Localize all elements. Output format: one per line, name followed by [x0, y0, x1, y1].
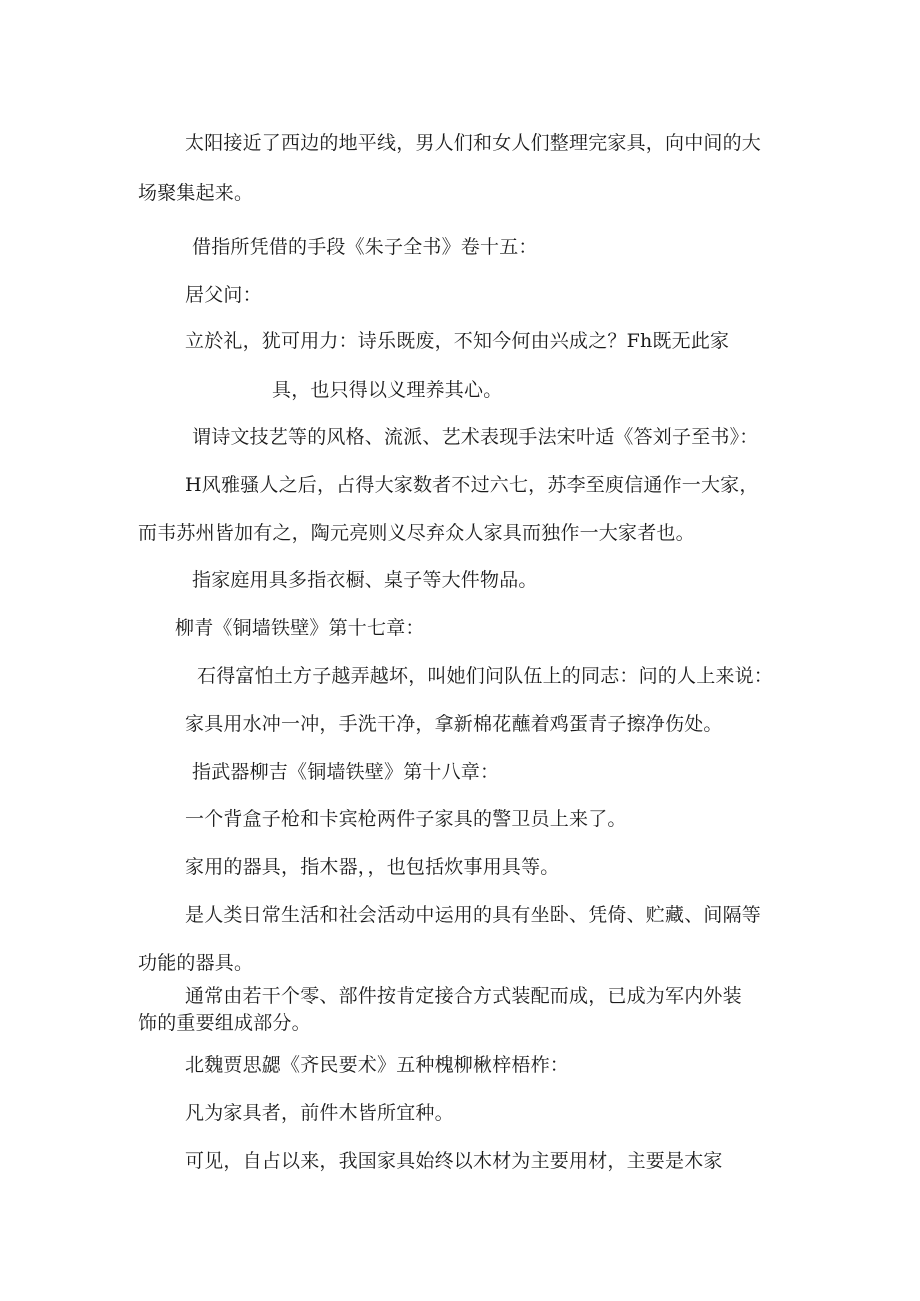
- text-line: 凡为家具者，前件木皆所宜种。: [185, 1102, 454, 1124]
- text-line: 具，也只得以义理养其心。: [272, 379, 503, 401]
- text-line: 而韦苏州皆加有之，陶元亮则义尽弃众人家具而独作一大家者也。: [138, 522, 695, 544]
- text-line: 饰的重要组成部分。: [138, 1012, 311, 1034]
- text-line: 北魏贾思勰《齐民要术》五种槐柳楸梓梧柞：: [185, 1054, 570, 1076]
- text-line: 指家庭用具多指衣橱、桌子等大件物品。: [192, 569, 538, 591]
- text-line: 通常由若干个零、部件按肯定接合方式装配而成，已成为军内外装: [185, 985, 742, 1007]
- text-line: 谓诗文技艺等的风格、流派、艺术表现手法宋叶适《答刘子至书》：: [192, 426, 759, 448]
- text-line: 可见，自占以来，我国家具始终以木材为主要用材，主要是木家: [185, 1150, 723, 1172]
- text-line: 立於礼，犹可用力：诗乐既废，不知今何由兴成之？Fh既无此家: [185, 330, 730, 352]
- text-line: H风雅骚人之后，占得大家数者不过六七，苏李至庾信通作一大家，: [185, 474, 759, 496]
- text-line: 石得富怕土方子越弄越坏，叫她们问队伍上的同志：问的人上来说：: [197, 665, 774, 687]
- text-line: 是人类日常生活和社会活动中运用的具有坐卧、凭倚、贮藏、间隔等: [185, 904, 762, 926]
- text-line: 太阳接近了西边的地平线，男人们和女人们整理完家具，向中间的大: [185, 132, 762, 154]
- text-line: 功能的器具。: [138, 952, 254, 974]
- text-line: 指武器柳吉《铜墙铁壁》第十八章：: [192, 761, 500, 783]
- text-line: 柳青《铜墙铁壁》第十七章：: [175, 617, 425, 639]
- text-line: 居父问：: [185, 284, 262, 306]
- text-line: 借指所凭借的手段《朱子全书》卷十五：: [192, 236, 538, 258]
- text-line: 一个背盒子枪和卡宾枪两件子家具的警卫员上来了。: [185, 808, 627, 830]
- text-line: 家用的器具，指木器，，也包括炊事用具等。: [185, 856, 560, 878]
- text-line: 场聚集起来。: [138, 182, 254, 204]
- text-line: 家具用水冲一冲，手洗干净，拿新棉花蘸着鸡蛋青子擦净伤处。: [185, 713, 723, 735]
